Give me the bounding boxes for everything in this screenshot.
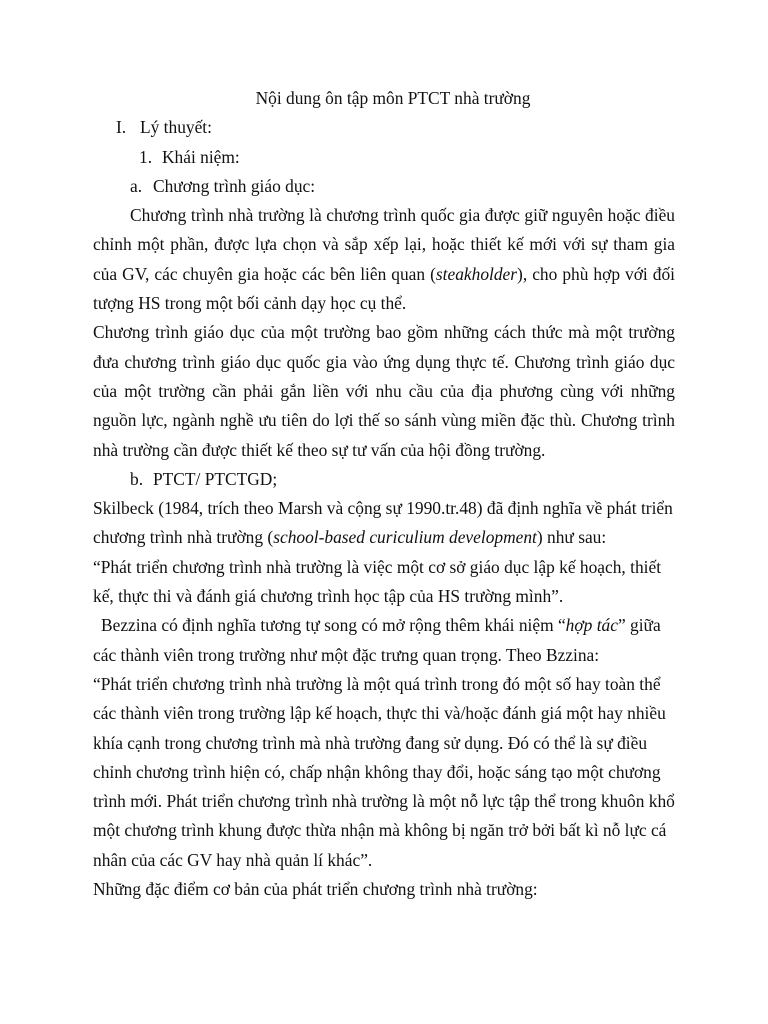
item-label: PTCT/ PTCTGD; xyxy=(153,468,278,489)
document-body xyxy=(93,84,675,904)
item-heading-education-program xyxy=(93,172,675,201)
subsection-heading-concepts xyxy=(93,143,675,172)
quote-skilbeck: “Phát triển chương trình nhà trường là việc một cơ sở giáo dục lập kế hoạch, thiết kế, thực thi và đánh giá chương trình học tập của HS trường mình”. xyxy=(93,556,662,607)
subsection-label: Khái niệm: xyxy=(162,146,240,167)
item-label: Chương trình giáo dục: xyxy=(153,175,316,196)
item-heading-ptct xyxy=(93,465,675,494)
section-number: I. xyxy=(116,117,127,138)
paragraph-text: Skilbeck (1984, trích theo Marsh và cộng sự 1990.tr.48) đã định nghĩa về phát triển chương trình nhà trường ( xyxy=(93,498,673,548)
document-title: Nội dung ôn tập môn PTCT nhà trường xyxy=(255,88,531,108)
paragraph-skilbeck-definition xyxy=(93,494,675,553)
paragraph-text: Bezzina có định nghĩa tương tự song có mở rộng thêm khái niệm “ xyxy=(101,615,566,636)
paragraph-italic-term: hợp tác xyxy=(565,615,618,636)
paragraph-text: ” giữa các thành viên trong trường như một đặc trưng quan trọng. Theo Bzzina: xyxy=(93,615,661,665)
paragraph-italic-term: steakholder xyxy=(435,263,518,284)
item-number: a. xyxy=(130,175,143,196)
quote-bezzina: “Phát triển chương trình nhà trường là một quá trình trong đó một số hay toàn thể các thành viên trong trường lập kế hoạch, thực thi và/hoặc đánh giá một hay nhiều khía cạnh trong chương trình mà nhà trường đang sử dụng. Đó có thể là sự điều chỉnh chương trình hiện có, chấp nhận không thay đổi, hoặc sáng tạo một chương trình mới. Phát triển chương trình nhà trường là một nỗ lực tập thể trong khuôn khổ một chương trình khung được thừa nhận mà không bị ngăn trở bởi bất kì nỗ lực cá nhân của các GV hay nhà quản lí khác”. xyxy=(93,673,675,870)
paragraph-basic-characteristics: Những đặc điểm cơ bản của phát triển chương trình nhà trường: xyxy=(93,879,538,900)
paragraph-school-education-program: Chương trình giáo dục của một trường bao gồm những cách thức mà một trường đưa chương trình giáo dục quốc gia vào ứng dụng thực tế. Chương trình giáo dục của một trường cần phải gắn liền với nhu cầu của địa phương cùng với những nguồn lực, ngành nghề ưu tiên do lợi thế so sánh vùng miền đặc thù. Chương trình nhà trường cần được thiết kế theo sự tư vấn của hội đồng trường. xyxy=(93,322,675,460)
paragraph-bezzina-definition xyxy=(93,611,675,670)
paragraph-italic-term: school-based curiculium development xyxy=(273,527,537,548)
subsection-number: 1. xyxy=(139,146,153,167)
paragraph-text: Chương trình nhà trường là chương trình quốc gia được giữ nguyên hoặc điều chỉnh một phần, được lựa chọn và sắp xếp lại, hoặc thiết kế mới với sự tham gia của GV, các chuyên gia hoặc các bên liên quan ( xyxy=(93,205,675,284)
paragraph-school-program-definition xyxy=(93,201,675,318)
paragraph-text: ), cho phù hợp với đối tượng HS trong một bối cảnh dạy học cụ thể. xyxy=(93,263,675,314)
section-label: Lý thuyết: xyxy=(140,117,212,138)
section-heading-theory xyxy=(93,113,675,142)
item-number: b. xyxy=(130,468,144,489)
paragraph-text: ) như sau: xyxy=(536,527,607,548)
